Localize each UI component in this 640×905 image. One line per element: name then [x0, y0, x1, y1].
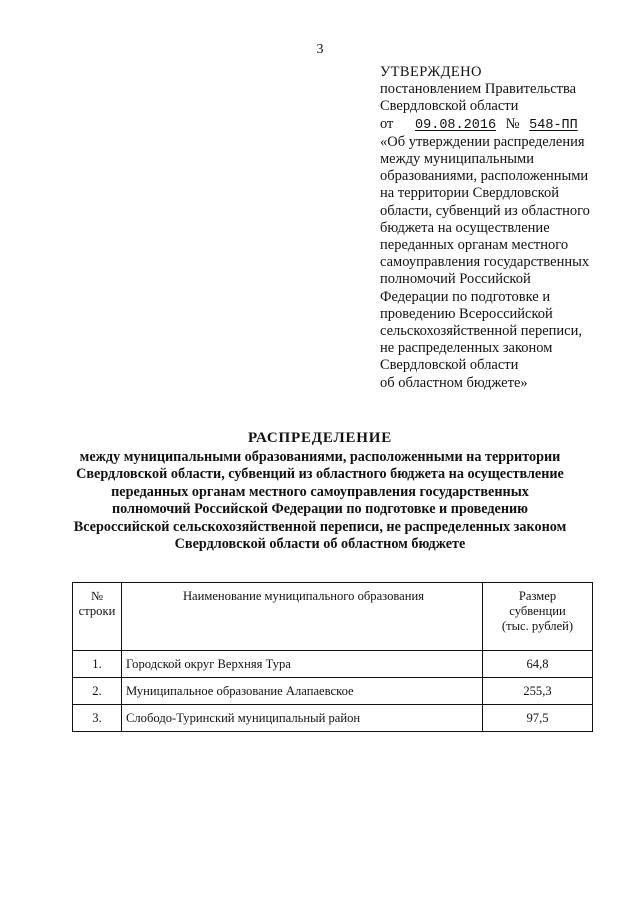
approval-subject-line: «Об утверждении распределения	[380, 133, 585, 150]
table-row	[73, 705, 593, 732]
approval-heading: УТВЕРЖДЕНО	[380, 64, 482, 80]
resolution-date-line	[380, 116, 630, 134]
document-subtitle-line: Свердловской области об областном бюджете	[174, 536, 466, 552]
resolution-number: 548-ПП	[529, 117, 578, 133]
approval-subject-line: самоуправления государственных	[380, 254, 590, 271]
municipality-name-cell: Слободо-Туринский муниципальный район	[122, 705, 483, 732]
document-subtitle-line: Свердловской области, субвенций из областного бюджета на осуществление	[76, 466, 564, 482]
approval-subject-line: на территории Свердловской	[380, 185, 559, 202]
subsidy-table	[72, 582, 593, 732]
approval-subject-line: не распределенных законом	[380, 340, 553, 357]
approval-stamp	[380, 64, 630, 392]
approval-subject-line: проведению Всероссийской	[380, 305, 553, 322]
number-prefix: №	[505, 115, 520, 132]
document-subtitle-line: Всероссийской сельскохозяйственной переписи, не распределенных законом	[73, 518, 567, 535]
municipality-name-cell: Городской округ Верхняя Тура	[122, 651, 483, 678]
page-number: 3	[316, 42, 324, 57]
approval-subject-line: сельскохозяйственной переписи,	[380, 323, 582, 340]
header-number-label: строки	[78, 604, 116, 618]
subsidy-amount-cell: 64,8	[483, 651, 593, 678]
row-number-cell: 2.	[73, 678, 122, 705]
document-title-block	[60, 430, 580, 554]
subsidy-amount-cell: 255,3	[483, 678, 593, 705]
row-number-cell: 3.	[73, 705, 122, 732]
approval-subject-line: бюджета на осуществление	[380, 219, 550, 236]
table-row	[73, 678, 593, 705]
approval-subject-line: Федерации по подготовке и	[380, 288, 551, 305]
header-amount-line: (тыс. рублей)	[501, 619, 574, 633]
document-subtitle-line: переданных органам местного самоуправления государственных	[111, 483, 529, 500]
municipality-name-cell: Муниципальное образование Алапаевское	[122, 678, 483, 705]
document-subtitle-line: полномочий Российской Федерации по подготовке и проведению	[111, 501, 529, 517]
approval-line: постановлением Правительства	[380, 81, 577, 98]
header-subsidy-amount	[483, 583, 593, 651]
row-number-cell: 1.	[73, 651, 122, 678]
resolution-date: 09.08.2016	[415, 117, 497, 133]
date-prefix: от	[380, 115, 394, 132]
header-number-sign: №	[90, 589, 104, 603]
approval-subject-line: области, субвенций из областного	[380, 202, 590, 219]
header-row-number	[73, 583, 122, 651]
table-header-row	[73, 583, 593, 651]
header-amount-line: Размер	[518, 589, 557, 603]
approval-subject-line: полномочий Российской	[380, 271, 531, 288]
header-municipality-name: Наименование муниципального образования	[122, 583, 483, 651]
table-row	[73, 651, 593, 678]
document-title: РАСПРЕДЕЛЕНИЕ	[247, 430, 393, 446]
approval-subject-line: об областном бюджете»	[380, 374, 528, 391]
approval-subject-line: образованиями, расположенными	[380, 168, 589, 185]
document-subtitle-line: между муниципальными образованиями, расположенными на территории	[79, 448, 561, 465]
approval-subject-line: между муниципальными	[380, 151, 534, 168]
approval-subject-line: Свердловской области	[380, 357, 519, 374]
subsidy-amount-cell: 97,5	[483, 705, 593, 732]
approval-subject-line: переданных органам местного	[380, 237, 569, 254]
header-amount-line: субвенции	[509, 604, 566, 618]
approval-line: Свердловской области	[380, 98, 519, 115]
